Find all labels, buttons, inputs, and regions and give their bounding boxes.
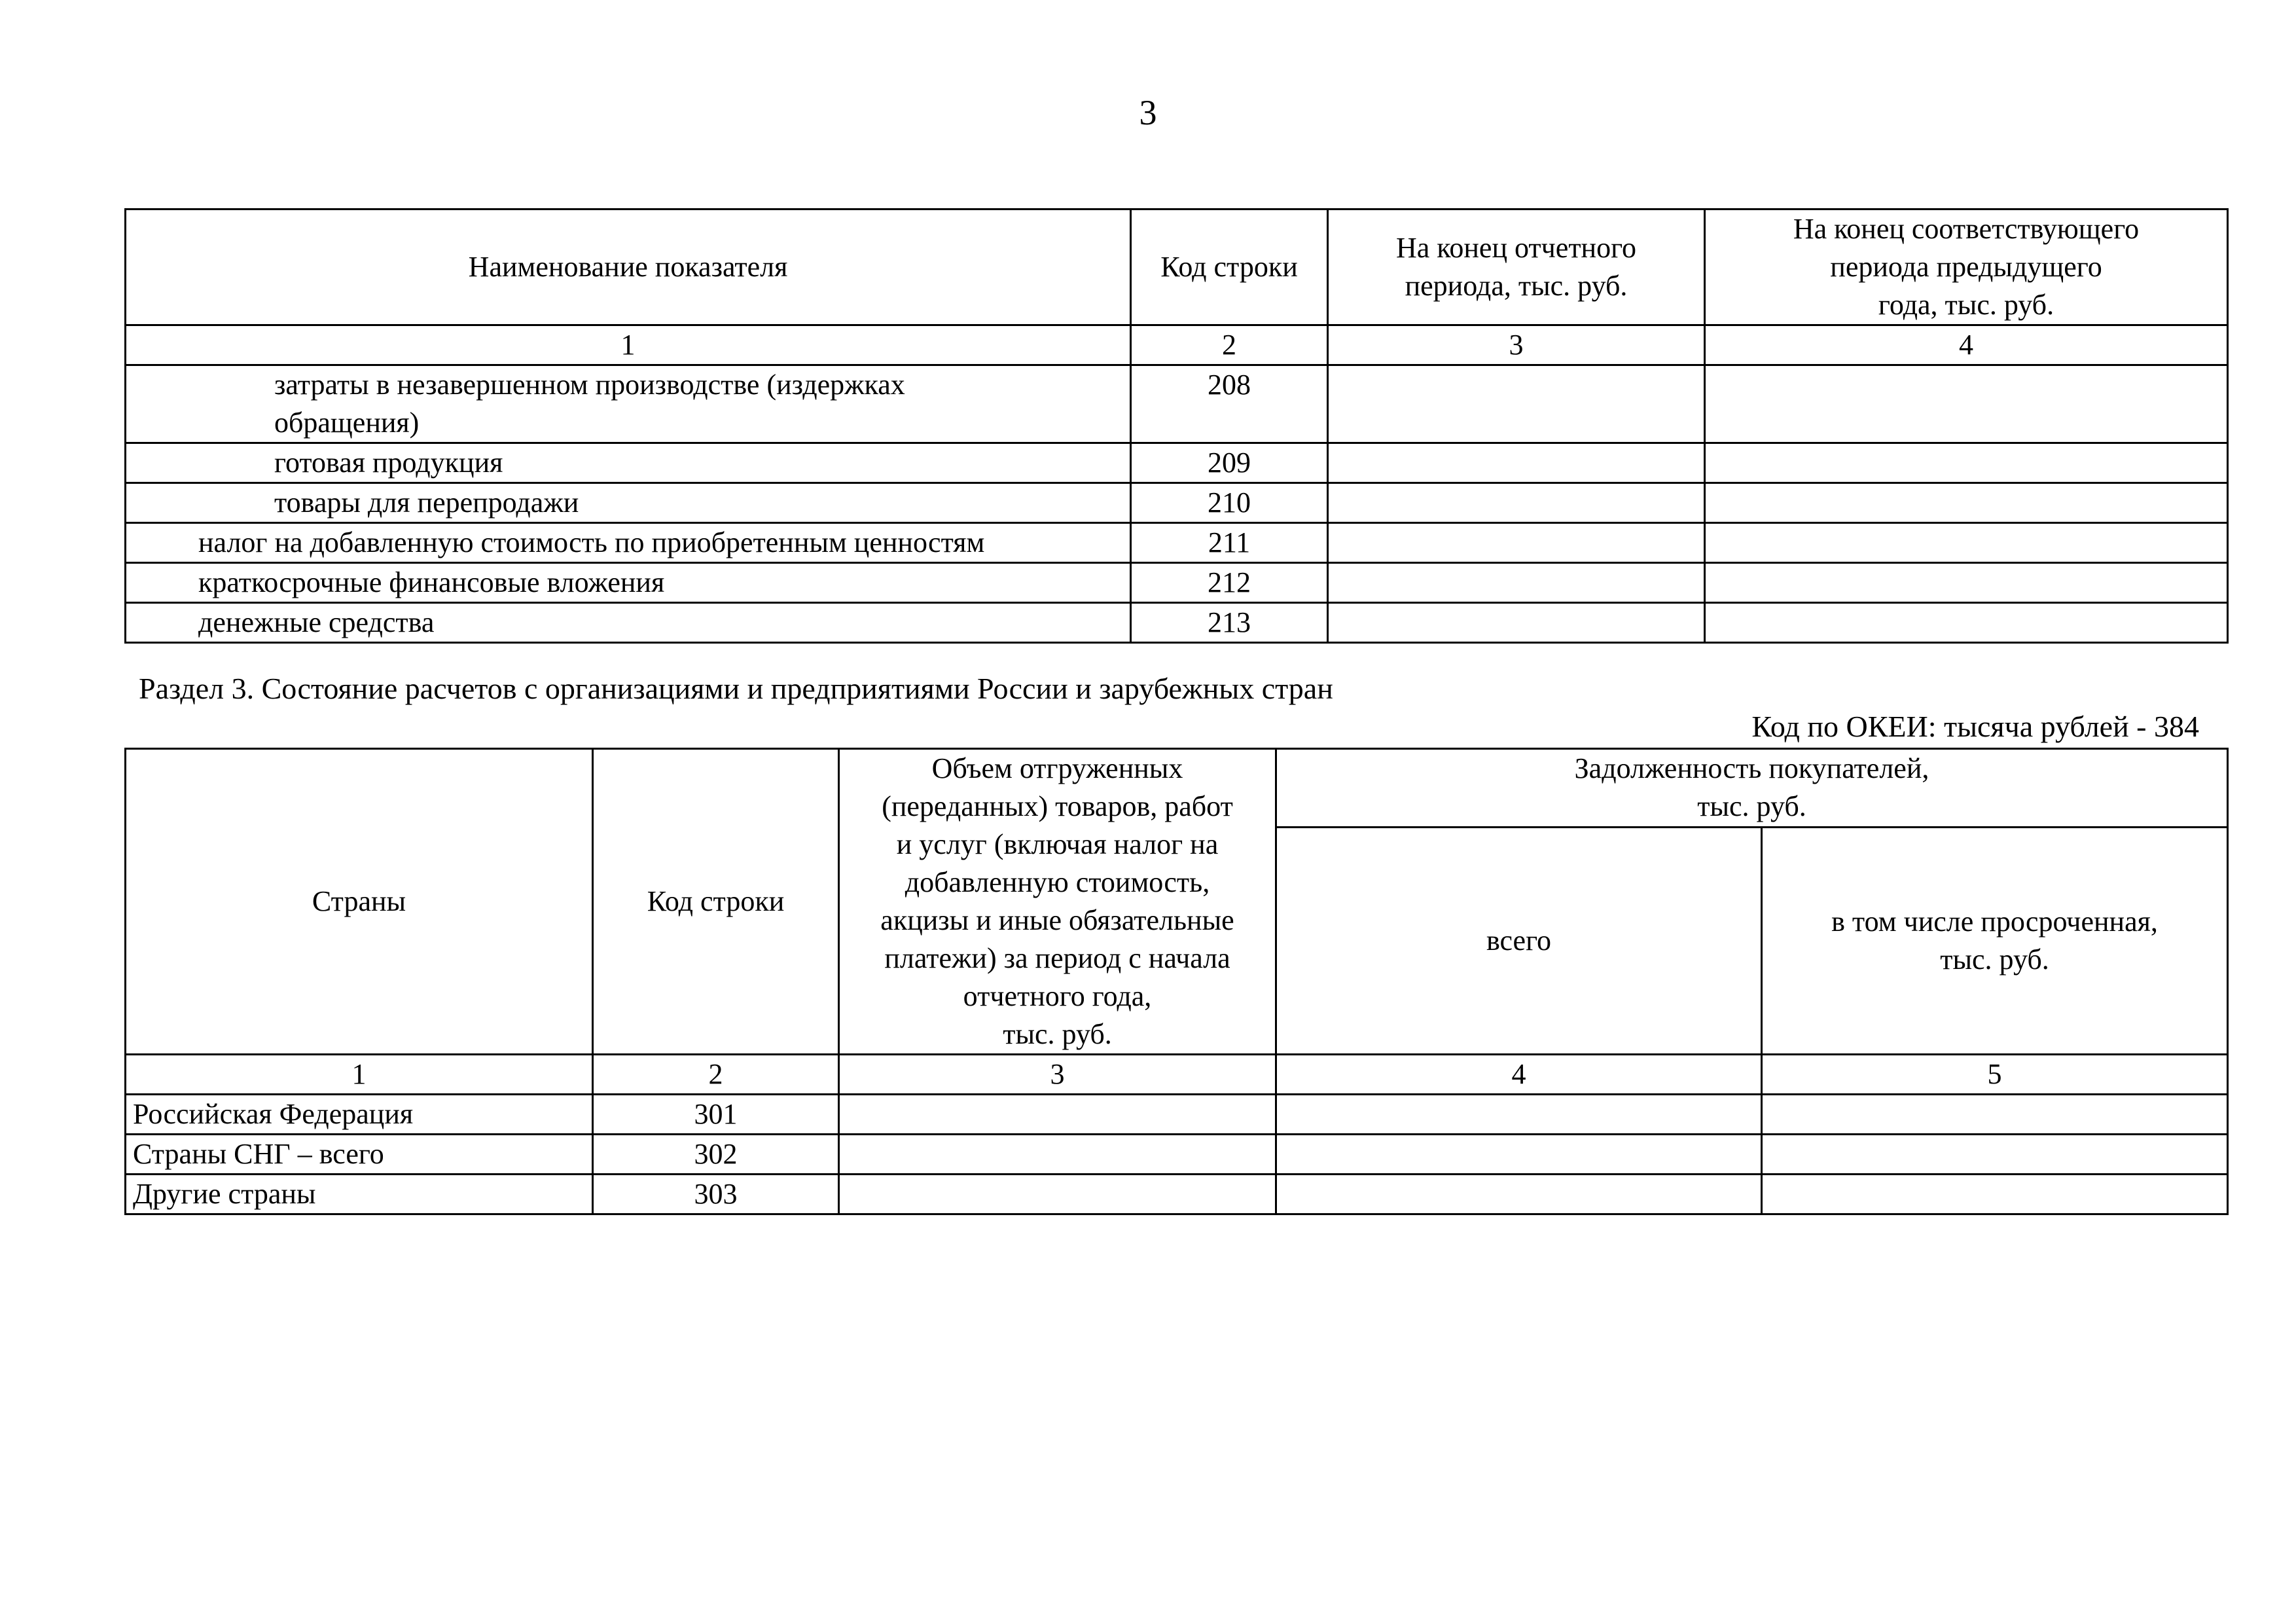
value-cell[interactable] bbox=[1762, 1135, 2228, 1175]
col-number: 1 bbox=[126, 325, 1131, 365]
value-cell[interactable] bbox=[1705, 483, 2228, 523]
table-row bbox=[126, 443, 2228, 483]
table-row bbox=[126, 563, 2228, 603]
col-number: 3 bbox=[1328, 325, 1705, 365]
header-debt-overdue: в том числе просроченная, тыс. руб. bbox=[1762, 827, 2228, 1055]
header-previous-period: На конец соответствующего периода предыдущего года, тыс. руб. bbox=[1705, 210, 2228, 325]
col-number: 2 bbox=[593, 1055, 839, 1095]
table-row bbox=[126, 483, 2228, 523]
col-number: 1 bbox=[126, 1055, 593, 1095]
section-title: Раздел 3. Состояние расчетов с организациями и предприятиями России и зарубежных стран bbox=[139, 672, 1333, 705]
col-number: 2 bbox=[1131, 325, 1328, 365]
okei-code: Код по ОКЕИ: тысяча рублей - 384 bbox=[1751, 710, 2199, 743]
value-cell[interactable] bbox=[1328, 523, 1705, 563]
col-number: 5 bbox=[1762, 1055, 2228, 1095]
value-cell[interactable] bbox=[1705, 563, 2228, 603]
value-cell[interactable] bbox=[1328, 563, 1705, 603]
value-cell[interactable] bbox=[1705, 603, 2228, 643]
settlements-table bbox=[124, 748, 2229, 1215]
row-code: 211 bbox=[1131, 523, 1328, 563]
value-cell[interactable] bbox=[1276, 1175, 1762, 1214]
table-row bbox=[126, 603, 2228, 643]
value-cell[interactable] bbox=[839, 1135, 1276, 1175]
header-shipped-volume: Объем отгруженных (переданных) товаров, работ и услуг (включая налог на добавленную стоимость, акцизы и иные обязательные платежи) за период с начала отчетного года, тыс. руб. bbox=[839, 749, 1276, 1055]
page-number: 3 bbox=[1139, 93, 1157, 132]
value-cell[interactable] bbox=[1705, 365, 2228, 443]
header-row-code: Код строки bbox=[1131, 210, 1328, 325]
inventory-table bbox=[124, 208, 2229, 644]
country-name: Российская Федерация bbox=[126, 1095, 593, 1135]
row-name: товары для перепродажи bbox=[126, 483, 1131, 523]
table-row bbox=[126, 1095, 2228, 1135]
value-cell[interactable] bbox=[1276, 1095, 1762, 1135]
value-cell[interactable] bbox=[1276, 1135, 1762, 1175]
header-indicator-name: Наименование показателя bbox=[126, 210, 1131, 325]
value-cell[interactable] bbox=[1705, 523, 2228, 563]
table-row bbox=[126, 1175, 2228, 1214]
row-code: 303 bbox=[593, 1175, 839, 1214]
row-name: краткосрочные финансовые вложения bbox=[126, 563, 1131, 603]
row-code: 301 bbox=[593, 1095, 839, 1135]
value-cell[interactable] bbox=[1705, 443, 2228, 483]
header-countries: Страны bbox=[126, 749, 593, 1055]
table-row bbox=[126, 523, 2228, 563]
table-row bbox=[126, 365, 2228, 443]
row-code: 208 bbox=[1131, 365, 1328, 443]
row-code: 212 bbox=[1131, 563, 1328, 603]
header-row-code: Код строки bbox=[593, 749, 839, 1055]
row-name: денежные средства bbox=[126, 603, 1131, 643]
row-code: 302 bbox=[593, 1135, 839, 1175]
table-row bbox=[126, 1135, 2228, 1175]
row-code: 209 bbox=[1131, 443, 1328, 483]
column-number-row bbox=[126, 1055, 2228, 1095]
column-number-row bbox=[126, 325, 2228, 365]
col-number: 4 bbox=[1705, 325, 2228, 365]
row-code: 213 bbox=[1131, 603, 1328, 643]
col-number: 3 bbox=[839, 1055, 1276, 1095]
col-number: 4 bbox=[1276, 1055, 1762, 1095]
header-current-period: На конец отчетного периода, тыс. руб. bbox=[1328, 210, 1705, 325]
value-cell[interactable] bbox=[1328, 365, 1705, 443]
table-header-row bbox=[126, 749, 2228, 828]
row-name: готовая продукция bbox=[126, 443, 1131, 483]
value-cell[interactable] bbox=[1328, 483, 1705, 523]
country-name: Другие страны bbox=[126, 1175, 593, 1214]
value-cell[interactable] bbox=[1328, 443, 1705, 483]
table-header-row bbox=[126, 210, 2228, 325]
row-name: налог на добавленную стоимость по приобретенным ценностям bbox=[126, 523, 1131, 563]
value-cell[interactable] bbox=[1328, 603, 1705, 643]
header-debt-total: всего bbox=[1276, 827, 1762, 1055]
value-cell[interactable] bbox=[1762, 1095, 2228, 1135]
row-code: 210 bbox=[1131, 483, 1328, 523]
value-cell[interactable] bbox=[839, 1095, 1276, 1135]
row-name: затраты в незавершенном производстве (издержках обращения) bbox=[126, 365, 1131, 443]
value-cell[interactable] bbox=[839, 1175, 1276, 1214]
header-buyer-debt: Задолженность покупателей, тыс. руб. bbox=[1276, 749, 2228, 828]
value-cell[interactable] bbox=[1762, 1175, 2228, 1214]
country-name: Страны СНГ – всего bbox=[126, 1135, 593, 1175]
